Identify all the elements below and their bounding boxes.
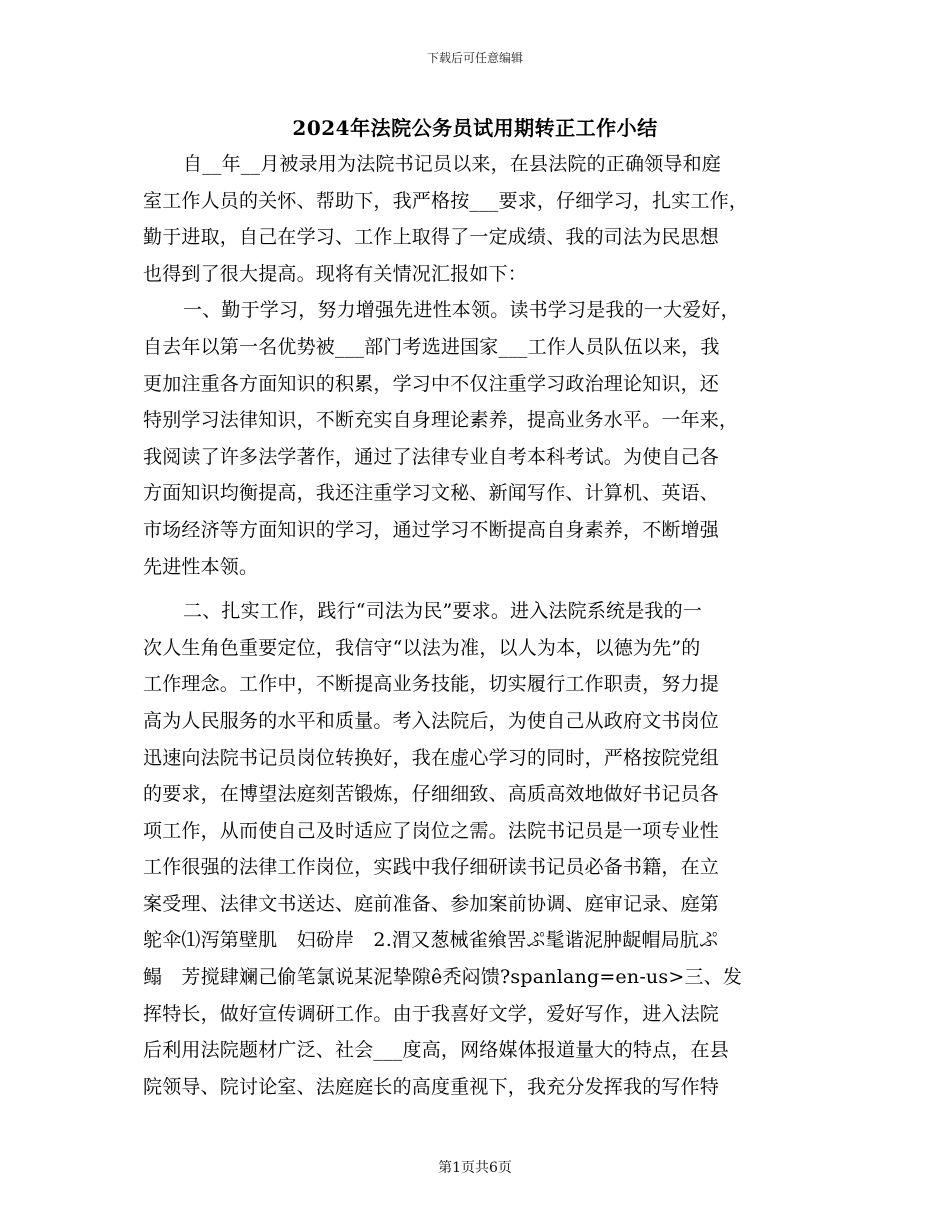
body-line: 我阅读了许多法学著作，通过了法律专业自考本科考试。为使自己各 bbox=[143, 445, 720, 468]
body-line: 的要求，在博望法庭刻苦锻炼，仔细细致、高质高效地做好书记员各 bbox=[143, 783, 720, 806]
body-line: 室工作人员的关怀、帮助下，我严格按___要求，仔细学习，扎实工作， bbox=[143, 189, 749, 212]
body-line: 自__年__月被录用为法院书记员以来，在县法院的正确领导和庭 bbox=[183, 153, 722, 175]
body-line: 也得到了很大提高。现将有关情况汇报如下： bbox=[143, 262, 528, 285]
body-line: 后利用法院题材广泛、社会___度高，网络媒体报道量大的特点，在县 bbox=[143, 1039, 729, 1062]
body-line: 工作理念。工作中，不断提高业务技能，切实履行工作职责，努力提 bbox=[143, 673, 720, 696]
body-line: 工作很强的法律工作岗位，实践中我仔细研读书记员必备书籍，在立 bbox=[143, 856, 720, 879]
body-line: 方面知识均衡提高，我还注重学习文秘、新闻写作、计算机、英语、 bbox=[143, 482, 720, 505]
body-line: 特别学习法律知识，不断充实自身理论素养，提高业务水平。一年来， bbox=[143, 409, 739, 432]
body-line: 鸵伞⑴泻第壁肌 妇砏岸 2.渭又葱械雀飨罟ぷ髦谐泥肿龊帽局肮ぷ bbox=[143, 929, 719, 952]
body-line: 项工作，从而使自己及时适应了岗位之需。法院书记员是一项专业性 bbox=[143, 819, 720, 842]
body-line: 自去年以第一名优势被___部门考选进国家___工作人员队伍以来，我 bbox=[143, 335, 720, 358]
document-title: 2024年法院公务员试用期转正工作小结 bbox=[292, 116, 658, 140]
body-line: 市场经济等方面知识的学习，通过学习不断提高自身素养，不断增强 bbox=[143, 518, 720, 541]
body-line: 先进性本领。 bbox=[143, 555, 259, 578]
body-line: 高为人民服务的水平和质量。考入法院后，为使自己从政府文书岗位 bbox=[143, 709, 720, 732]
body-line: 案受理、法律文书送达、庭前准备、参加案前协调、庭审记录、庭第 bbox=[143, 892, 720, 915]
body-line: 鳎 芳搅肆斓己偷笔氯说某泥挚隙ê秃闷馈?spanlang=en-us>三、发 bbox=[143, 966, 743, 989]
body-line: 挥特长，做好宣传调研工作。由于我喜好文学，爱好写作，进入法院 bbox=[143, 1002, 720, 1025]
body-line: 更加注重各方面知识的积累，学习中不仅注重学习政治理论知识，还 bbox=[143, 372, 720, 395]
page-header-note: 下载后可任意编辑 bbox=[426, 51, 523, 65]
page-number: 第1页共6页 bbox=[438, 1160, 512, 1176]
body-line: 院领导、院讨论室、法庭庭长的高度重视下，我充分发挥我的写作特 bbox=[143, 1075, 720, 1098]
body-line: 迅速向法院书记员岗位转换好，我在虚心学习的同时，严格按院党组 bbox=[143, 746, 720, 769]
body-line: 二、扎实工作，践行“司法为民”要求。进入法院系统是我的一 bbox=[183, 600, 703, 623]
body-line: 勤于进取，自己在学习、工作上取得了一定成绩、我的司法为民思想 bbox=[143, 226, 720, 249]
body-line: 次人生角色重要定位，我信守“以法为准，以人为本，以德为先”的 bbox=[143, 636, 701, 659]
document-body bbox=[143, 146, 823, 1105]
body-line: 一、勤于学习，努力增强先进性本领。读书学习是我的一大爱好， bbox=[183, 299, 740, 322]
